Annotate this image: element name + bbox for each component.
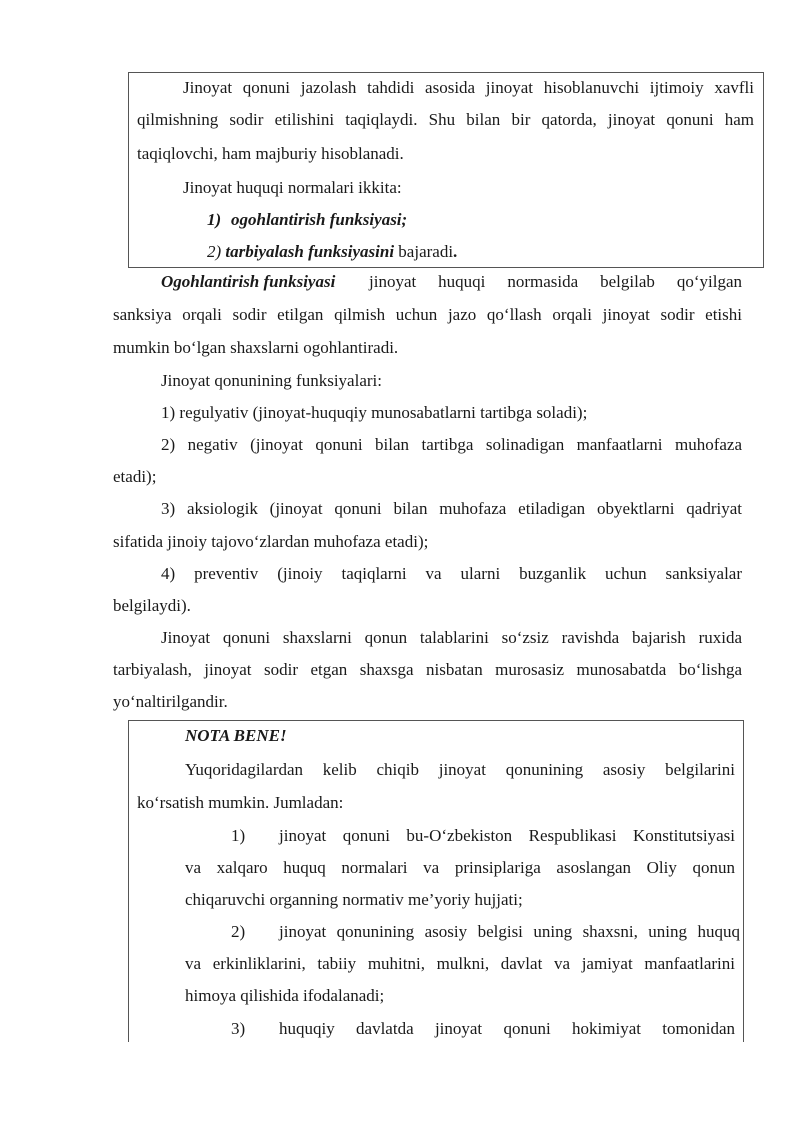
- function-item: 1) regulyativ (jinoyat-huquqiy munosabatlarni tartibga soladi);: [161, 403, 588, 422]
- paragraph-line: mumkin bo‘lgan shaxslarni ogohlantiradi.: [113, 338, 399, 357]
- paragraph-line: yo‘naltirilgandir.: [113, 692, 228, 711]
- list-item: [207, 242, 457, 262]
- paragraph-line: Jinoyat qonunining funksiyalari:: [161, 371, 382, 390]
- function-item: 3) aksiologik (jinoyat qonuni bilan muhofaza etiladigan obyektlarni qadriyat: [161, 499, 742, 518]
- nota-bene-line: Yuqoridagilardan kelib chiqib jinoyat qonunining asosiy belgilarini: [185, 760, 735, 779]
- intro-box: [128, 72, 764, 268]
- nota-item-line: jinoyat qonunining asosiy belgisi uning shaxsni, uning huquq: [279, 922, 740, 941]
- nota-item-number: 3): [231, 1019, 246, 1038]
- nota-item-line: va erkinliklarini, tabiiy muhitni, mulkni, davlat va jamiyat manfaatlarini: [185, 954, 735, 973]
- paragraph-line: Jinoyat qonuni shaxslarni qonun talablarini so‘zsiz ravishda bajarish ruxida: [161, 628, 742, 647]
- nota-item-line: chiqaruvchi organning normativ me’yoriy hujjati;: [185, 890, 523, 909]
- nota-item-line: jinoyat qonuni bu-O‘zbekiston Respublikasi Konstitutsiyasi: [279, 826, 735, 845]
- list-item-text: bajaradi: [394, 242, 454, 261]
- function-item-cont: belgilaydi).: [113, 596, 191, 615]
- list-item-bold-text: tarbiyalash funksiyasini: [225, 242, 395, 261]
- nota-item-line: himoya qilishida ifodalanadi;: [185, 986, 385, 1005]
- intro-line: taqiqlovchi, ham majburiy hisoblanadi.: [137, 144, 404, 163]
- list-item-number: 1): [207, 210, 222, 229]
- list-item-period: .: [453, 242, 458, 261]
- nota-item-line: va xalqaro huquq normalari va prinsiplariga asoslangan Oliy qonun: [185, 858, 735, 877]
- intro-line: Jinoyat huquqi normalari ikkita:: [183, 178, 402, 197]
- paragraph-line: sanksiya orqali sodir etilgan qilmish uchun jazo qo‘llash orqali jinoyat sodir etishi: [113, 305, 742, 324]
- function-item: 2) negativ (jinoyat qonuni bilan tartibga solinadigan manfaatlarni muhofaza: [161, 435, 742, 454]
- nota-item-number: 1): [231, 826, 246, 845]
- paragraph-bold-lead: Ogohlantirish funksiyasi: [161, 272, 336, 291]
- nota-item-number: 2): [231, 922, 246, 941]
- intro-line: Jinoyat qonuni jazolash tahdidi asosida jinoyat hisoblanuvchi ijtimoiy xavfli: [183, 78, 754, 97]
- function-item-cont: etadi);: [113, 467, 157, 486]
- paragraph-line: tarbiyalash, jinoyat sodir etgan shaxsga nisbatan murosasiz munosabatda bo‘lishga: [113, 660, 742, 679]
- nota-bene-title: NOTA BENE!: [185, 726, 287, 745]
- list-item-text: ogohlantirish funksiyasi;: [231, 210, 408, 229]
- paragraph-line: jinoyat huquqi normasida belgilab qo‘yilgan: [369, 272, 742, 291]
- nota-bene-line: ko‘rsatish mumkin. Jumladan:: [137, 793, 344, 812]
- nota-item-line: huquqiy davlatda jinoyat qonuni hokimiyat tomonidan: [279, 1019, 735, 1038]
- function-item-cont: sifatida jinoiy tajovo‘zlardan muhofaza etadi);: [113, 532, 429, 551]
- list-item-number: 2): [207, 242, 222, 261]
- function-item: 4) preventiv (jinoiy taqiqlarni va ularni buzganlik uchun sanksiyalar: [161, 564, 742, 583]
- intro-line: qilmishning sodir etilishini taqiqlaydi. Shu bilan bir qatorda, jinoyat qonuni ham: [137, 110, 754, 129]
